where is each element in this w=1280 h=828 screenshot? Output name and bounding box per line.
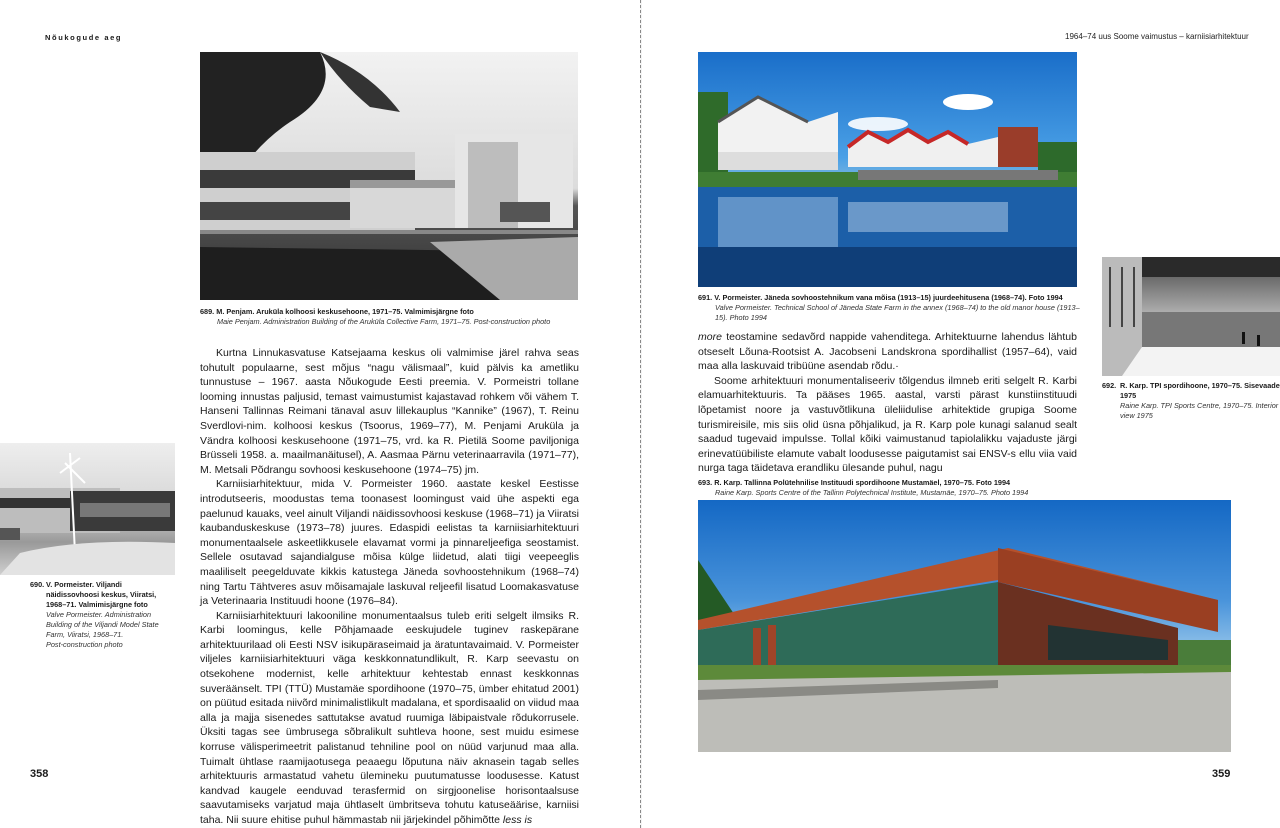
- photo-689-aruküla-building: [200, 52, 578, 300]
- caption-number: 690.: [30, 580, 45, 589]
- page-number-left: 358: [30, 768, 49, 780]
- paragraph: [200, 609, 579, 828]
- page-number-right: 359: [1212, 768, 1231, 780]
- paragraph: Kurtna Linnukasvatuse Katsejaama keskus oli valmimise järel rahva seas tohutult populaarne, sest mõjus “nagu välismaal”, kuid pälvis ka ametliku tunnustuse – 1967. aasta Nõukogude Eesti preemia. V. Pormeistri tollane looming innustas paljusid, temast vaimustumist kajastavad rohkem või vähem T. Hanseni Tallinnas Reimani tänaval asuv lillekauplus “Kannike” (1967), T. Reinu Sverdlovi-nim. kolhoosi keskus (Tsoorus, 1969–77), M. Penjami Aruküla ja Vändra kolhoosi keskusehoone (1971–75, vrd. ka R. Pietilä Soome paviljoniga Brüsseli 1958. a. maailmanäitusel), A. Aasmaa Pärnu veterinaarravila (1971–77), M. Metsali Põdrangu sovhoosi keskusehoone (1974–75) jm.: [200, 347, 579, 476]
- caption-english-2: Post-construction photo: [46, 640, 123, 649]
- page-gutter: [640, 0, 642, 828]
- paragraph: [698, 330, 1077, 374]
- paragraph-text: teostamine sedavõrd nappide vahenditega. Arhitektuurne lahendus lähtub otseselt Lõuna-Rootsist A. Jacobseni Landskrona spordihallist (1957–64), vaid maa alla laskuvaid tribüüne asendab rõdu.·: [698, 331, 1077, 373]
- italic-text: less is: [502, 814, 533, 826]
- paragraph-text: Karniisiarhitektuuri lakooniline monumentaalsus tuleb eriti selgelt ilmsiks R. Karbi loomingus, kelle Põhjamaade eeskujudele tuginev raskepärane arhitektuurilaad oli Eesti NSV isikupäraseimaid ja äratuntavaimaid. V. Pormeister viljeles karniisiarhitektuuri väga keskkonnatundlikult, R. Karp seevastu on otsekohene modernist, kelle arhitektuur kehtestab ennast keskkonnas suveräänselt. TPI (TTÜ) Mustamäe spordihoone (1970–75, ümber ehitatud 2001) on püütud esitada niivõrd minimalistlikult madalana, et spordisaalid on viidud maa alla ja majja sisenedes sattutakse avatud ruumiga läbipaistvale rõdukorrusele. Üksiti tagas see ümbrusega sõbralikult suhtleva hoone, sest muidu esimese korruse välisperimeetrit palistanud tehniline pool on nüüd varjunud maa alla. Tuimalt ühtlase raamijaotusega peaaegu lõputuna näiv aknasein tagab selles arhitektuuris armastatud vahetu ülemineku puutumatusse loodusesse. Katust kandvad kaugele eenduvad terasfermid on sirgjoonelise horisontaalsuse saavutamiseks varjatud maja ühtlaselt ümbritseva tohutu katuseäärise, karniisi taha. Nii suure ehitise puhul hämmastab nii järjekindel põhimõtte: [200, 609, 579, 826]
- caption-number: 693.: [698, 478, 713, 487]
- running-head-left: Nõukogude aeg: [45, 33, 123, 42]
- body-text-left: [200, 346, 579, 828]
- photo-692-sports-interior: [1102, 257, 1280, 376]
- caption-title: M. Penjam. Aruküla kolhoosi keskusehoone, 1971–75. Valmimisjärgne foto: [216, 307, 474, 316]
- caption-title: R. Karp. Tallinna Polütehnilise Instituudi spordihoone Mustamäel, 1970–75. Foto 1994: [714, 478, 1011, 487]
- italic-text: more: [698, 331, 722, 343]
- caption-689: [200, 307, 600, 327]
- photo-691-jäneda-school: [698, 52, 1077, 287]
- caption-english: Raine Karp. Sports Centre of the Tallinn Polytechnical Institute, Mustamäe, 1970–75. Photo 1994: [715, 488, 1029, 497]
- caption-691: [698, 293, 1083, 323]
- caption-title: V. Pormeister. Jäneda sovhoostehnikum vana mõisa (1913–15) juurdeehitusena (1968–74). Foto 1994: [714, 293, 1063, 302]
- caption-title: V. Pormeister. Viljandi näidissovhoosi keskus, Viiratsi, 1968–71. Valmimisjärgne foto: [46, 580, 157, 609]
- caption-number: 692.: [1102, 381, 1117, 390]
- caption-english: Raine Karp. TPI Sports Centre, 1970–75. Interior view 1975: [1120, 401, 1279, 420]
- photo-693-tpi-sports-centre: [698, 500, 1231, 752]
- paragraph: Karniisiarhitektuur, mida V. Pormeister 1960. aastate keskel Eestisse introdutseeris, moodustas tema toonasest loomingust vaid ühe aspekti ega paelunud kauaks, veel ainult Viljandi näidissovhoosi keskuse (1968–71) ja Viiratsi kaubanduskeskuse (1973–78) juures. Edaspidi eelistas ta karniisiarhitektuuri monumentaalsele askeetlikkusele elavamat vormi ja pinnareljeefiga seostamist. Sellele osutavad sajandialguse mõisa külge liidetud, alati tiigi veepeeglis maaliliselt peegelduvate kikkis katustega Jäneda sovhoostehnikum (1968–74) ning Tartu Tähtveres asuv mõisamajale laskuval reljeefil lisatud Loomakasvatuse ja Veterinaaria Instituudi hoone (1976–84).: [200, 478, 579, 608]
- running-head-right: 1964–74 uus Soome vaimustus – karniisiarhitektuur: [1065, 32, 1249, 41]
- caption-english: Valve Pormeister. Administration Building of the Viljandi Model State Farm, Viiratsi, 1968–71.: [46, 610, 159, 639]
- caption-692: [1102, 381, 1280, 421]
- caption-title: R. Karp. TPI spordihoone, 1970–75. Sisevaade 1975: [1120, 381, 1280, 400]
- body-text-right: [698, 330, 1077, 476]
- caption-number: 689.: [200, 307, 215, 316]
- photo-690-viljandi-building: [0, 443, 175, 575]
- caption-693: [698, 478, 1098, 498]
- caption-english: Valve Pormeister. Technical School of Jäneda State Farm in the annex (1968–74) to the old manor house (1913–15). Photo 1994: [715, 303, 1080, 322]
- caption-number: 691.: [698, 293, 713, 302]
- caption-english: Maie Penjam. Administration Building of the Aruküla Collective Farm, 1971–75. Post-construction photo: [217, 317, 551, 326]
- paragraph: Soome arhitektuuri monumentaliseeriv tõlgendus ilmneb eriti selgelt R. Karbi elamuarhitektuuris. Ta pääses 1965. aastal, varsti pärast kunstiinstituudi lõpetamist noore ja vastuvõtlikuna üleliidulise arhitektide grupiga Soome turismireisile, mis siis olid üsna põhjalikud, ja R. Karp pole kunagi salanud sealt saadud tugevaid impulsse. Tollal kõiki vaimustanud tapiolalikku vajaduste järgi erinevatüübiliste elamute vabalt loodusesse paigutamist sai ENSV-s ellu viia vaid nurga taga täidetava erandliku ülesande puhul, nagu: [698, 374, 1077, 475]
- caption-690: [30, 580, 170, 650]
